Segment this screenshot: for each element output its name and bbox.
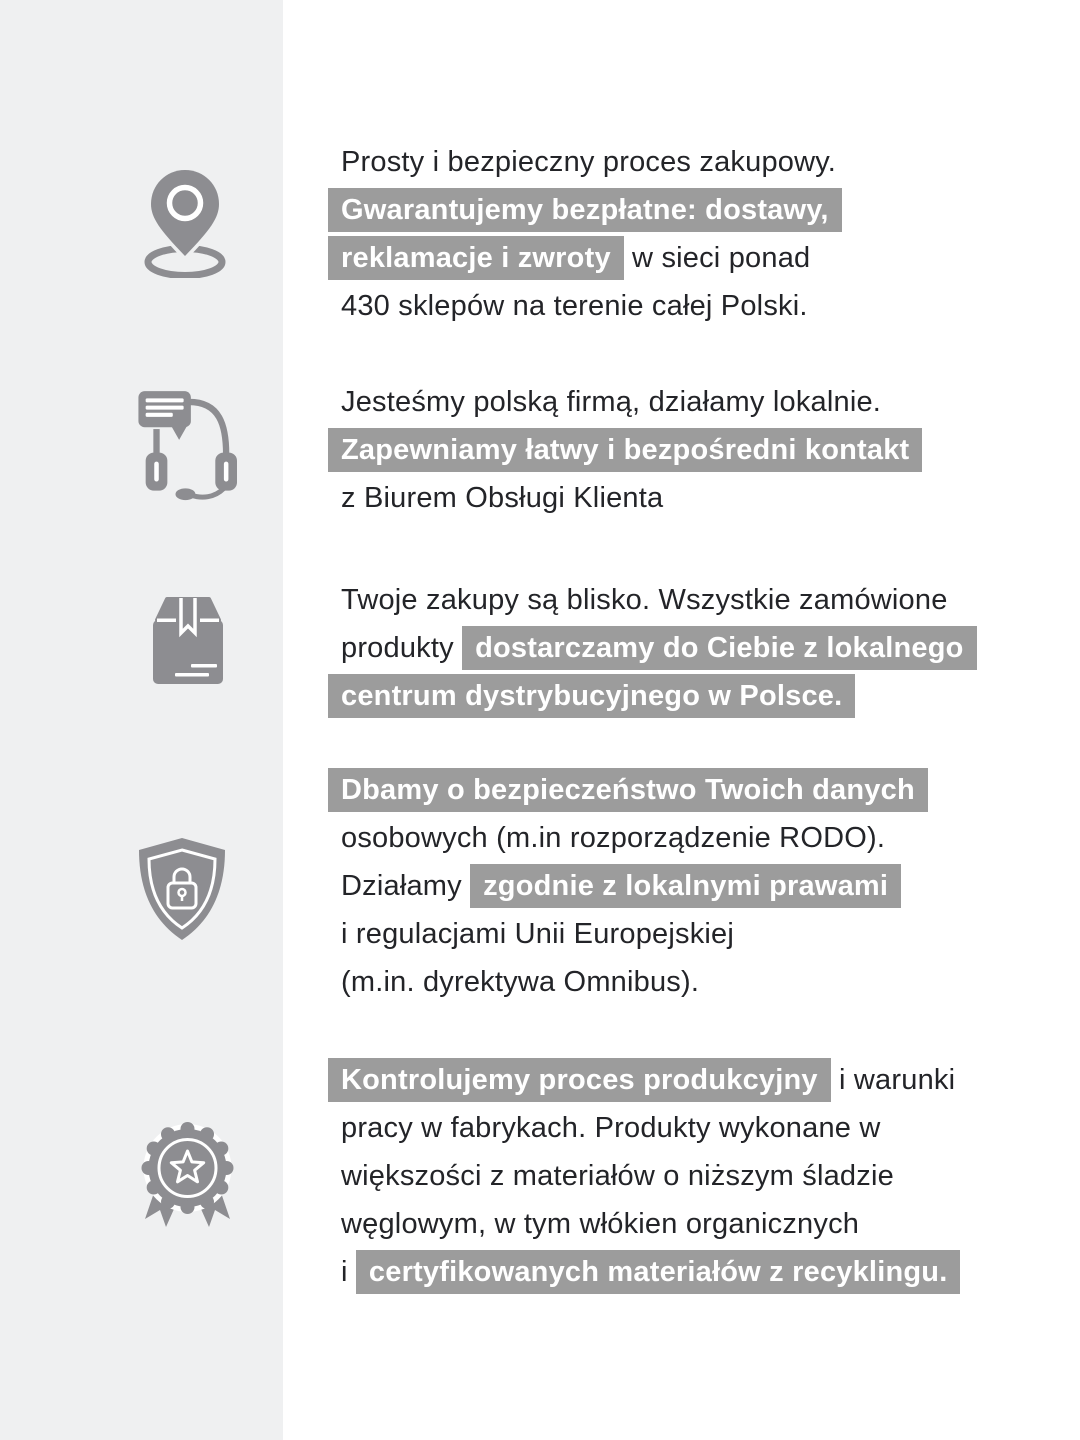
content-column <box>328 0 1048 1440</box>
text-line <box>328 474 922 522</box>
highlighted-text: reklamacje i zwroty <box>328 236 624 280</box>
text-line <box>328 1152 960 1200</box>
highlighted-text: Dbamy o bezpieczeństwo Twoich danych <box>328 768 928 812</box>
highlighted-text: centrum dystrybucyjnego w Polsce. <box>328 674 855 718</box>
text-line <box>328 1104 960 1152</box>
text: osobowych (m.in rozporządzenie RODO). <box>341 821 886 854</box>
info-block-1 <box>328 138 842 330</box>
text-line <box>328 910 928 958</box>
text-line <box>328 576 977 624</box>
info-block-5 <box>328 1056 960 1296</box>
highlighted-text: Gwarantujemy bezpłatne: dostawy, <box>328 188 842 232</box>
highlighted-text: certyfikowanych materiałów z recyklingu. <box>356 1250 961 1294</box>
text-line <box>328 958 928 1006</box>
text-line <box>328 862 928 910</box>
text: Działamy <box>341 869 471 902</box>
location-pin-icon <box>140 170 230 278</box>
highlighted-text: zgodnie z lokalnymi prawami <box>470 864 901 908</box>
support-chat-headset-icon <box>133 385 237 503</box>
text-line <box>328 1200 960 1248</box>
text-line <box>328 186 842 234</box>
text: węglowym, w tym włókien organicznych <box>341 1207 860 1240</box>
info-block-4 <box>328 766 928 1006</box>
shield-lock-icon <box>134 836 230 942</box>
highlighted-text: Kontrolujemy proces produkcyjny <box>328 1058 831 1102</box>
text-line <box>328 282 842 330</box>
text-line <box>328 378 922 426</box>
text-line <box>328 234 842 282</box>
highlighted-text: Zapewniamy łatwy i bezpośredni kontakt <box>328 428 922 472</box>
award-badge-icon <box>135 1120 240 1235</box>
text: w sieci ponad <box>623 241 811 274</box>
text-line <box>328 766 928 814</box>
text: większości z materiałów o niższym śladzie <box>341 1159 894 1192</box>
text-line <box>328 624 977 672</box>
text: 430 sklepów na terenie całej Polski. <box>341 289 808 322</box>
text-line <box>328 426 922 474</box>
text-line <box>328 1248 960 1296</box>
text: pracy w fabrykach. Produkty wykonane w <box>341 1111 881 1144</box>
text: Prosty i bezpieczny proces zakupowy. <box>341 145 837 178</box>
text-line <box>328 814 928 862</box>
highlighted-text: dostarczamy do Ciebie z lokalnego <box>462 626 976 670</box>
text: i regulacjami Unii Europejskiej <box>341 917 735 950</box>
text-line <box>328 672 977 720</box>
text: i <box>341 1255 356 1288</box>
text: Twoje zakupy są blisko. Wszystkie zamówione <box>341 583 948 616</box>
text: (m.in. dyrektywa Omnibus). <box>341 965 700 998</box>
info-block-2 <box>328 378 922 522</box>
text-line <box>328 138 842 186</box>
text: z Biurem Obsługi Klienta <box>341 481 664 514</box>
info-block-3 <box>328 576 977 720</box>
package-icon <box>149 594 227 688</box>
text-line <box>328 1056 960 1104</box>
text: Jesteśmy polską firmą, działamy lokalnie. <box>341 385 882 418</box>
text: i warunki <box>830 1063 956 1096</box>
text: produkty <box>341 631 463 664</box>
